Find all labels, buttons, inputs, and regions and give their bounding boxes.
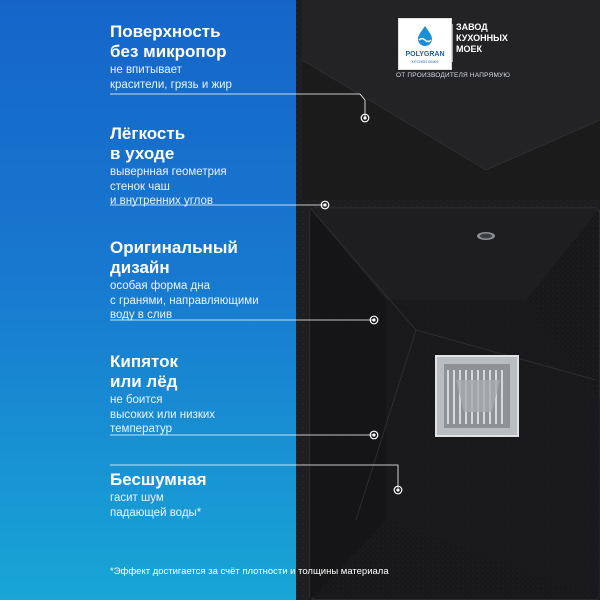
feature-description: вывернная геометрия стенок чаш и внутренних углов <box>110 166 227 207</box>
feature-title: Лёгкость в уходе <box>110 124 186 163</box>
feature-title: Оригинальный дизайн <box>110 238 238 277</box>
feature-description: не боится высоких или низких температур <box>110 394 216 435</box>
granite-sink-illustration <box>296 0 600 600</box>
logo-text: ЗАВОД КУХОННЫХ МОЕК <box>456 22 508 54</box>
feature-silent <box>110 470 300 520</box>
logo-badge <box>398 18 452 70</box>
feature-temperature <box>110 352 300 437</box>
drop-wave-logo-icon <box>413 24 437 48</box>
logo-subname: KITCHEN SINKS <box>411 60 439 64</box>
logo-tagline: ОТ ПРОИЗВОДИТЕЛЯ НАПРЯМУЮ <box>396 72 511 79</box>
feature-title: Бесшумная <box>110 470 207 489</box>
feature-title: Поверхность без микропор <box>110 22 227 61</box>
feature-easy-care <box>110 124 300 209</box>
feature-description: не впитывает красители, грязь и жир <box>110 64 232 91</box>
feature-title: Кипяток или лёд <box>110 352 179 391</box>
logo-name: POLYGRAN <box>405 51 445 58</box>
logo-divider <box>452 24 453 62</box>
sink-image <box>296 0 600 600</box>
feature-surface <box>110 22 300 92</box>
feature-description: гасит шум падающей воды* <box>110 492 202 519</box>
footnote: *Эффект достигается за счёт плотности и толщины материала <box>110 566 389 577</box>
brand-logo <box>398 18 510 80</box>
feature-design <box>110 238 300 323</box>
feature-description: особая форма дна с гранями, направляющими воду в слив <box>110 280 259 321</box>
